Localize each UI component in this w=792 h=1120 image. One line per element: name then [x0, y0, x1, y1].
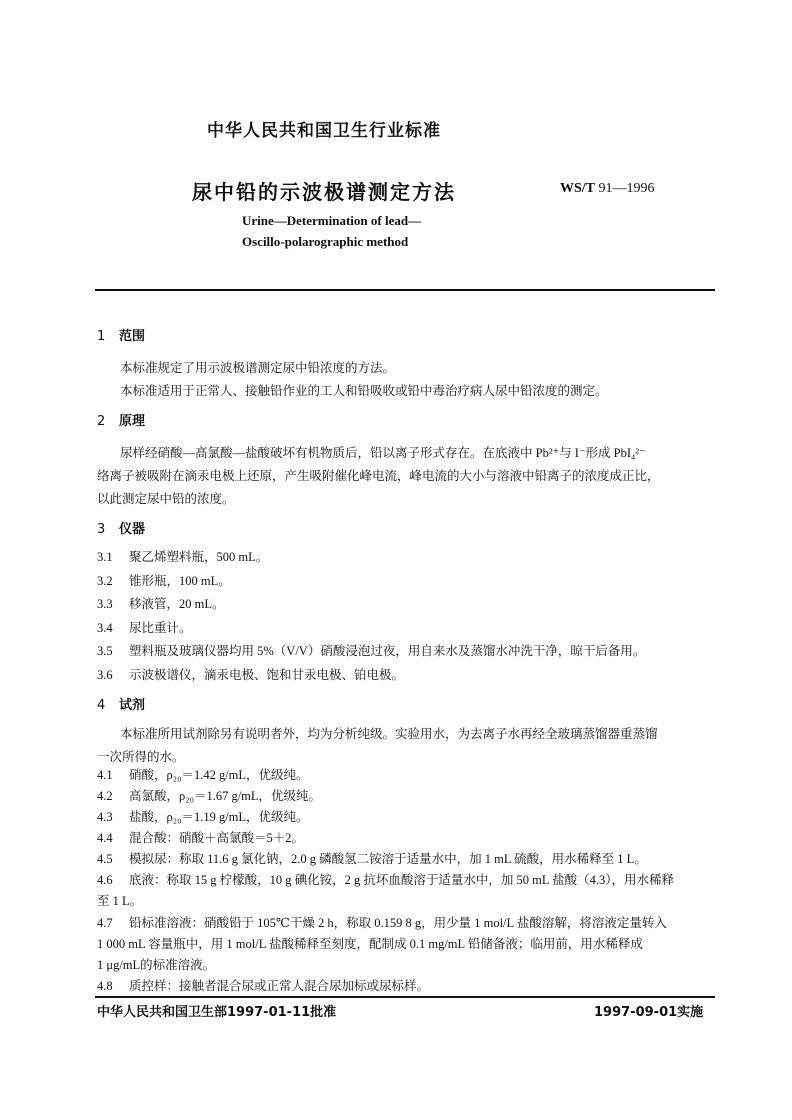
- list-item: [97, 765, 309, 783]
- item-number: 4.1: [97, 768, 113, 782]
- item-number: 4.4: [97, 831, 113, 845]
- item-text: 锥形瓶，100 mL。: [129, 574, 231, 588]
- list-item: [97, 870, 674, 888]
- item-continuation: 至 1 L。: [97, 894, 143, 908]
- item-text: 底液：称取 15 g 柠檬酸，10 g 碘化铵，2 g 抗坏血酸溶于适量水中，加 50 mL 盐酸（4.3），用水稀释: [129, 873, 675, 887]
- section-title: 试剂: [119, 698, 146, 713]
- section-title: 范围: [119, 329, 146, 344]
- list-item: [97, 571, 231, 589]
- approval-statement: 中华人民共和国卫生部1997-01-11批准: [97, 1005, 337, 1020]
- section-1-heading: [97, 325, 145, 344]
- item-number: 3.2: [97, 574, 113, 588]
- item-text: 移液管，20 mL。: [129, 597, 225, 611]
- section-1-paragraph-2: 本标准适用于正常人、接触铅作业的工人和铅吸收或铅中毒治疗病人尿中铅浓度的测定。: [120, 384, 608, 398]
- section-2-line-2: 络离子被吸附在滴汞电极上还原，产生吸附催化峰电流，峰电流的大小与溶液中铅离子的浓度成正比，: [97, 469, 660, 483]
- standard-code-prefix: WS/T: [560, 181, 596, 196]
- section-number: 2: [97, 414, 106, 429]
- item-text: 混合酸：硝酸＋高氯酸＝5＋2。: [129, 831, 305, 845]
- footer-divider: [95, 996, 715, 998]
- item-number: 4.5: [97, 852, 113, 866]
- header-divider: [95, 289, 715, 291]
- item-text: 铅标准溶液：硝酸铅于 105℃干燥 2 h，称取 0.159 8 g，用少量 1 mol/L 盐酸溶解，将溶液定量转入: [129, 916, 667, 930]
- list-item: [97, 786, 321, 804]
- section-4-intro-line-2: 一次所得的水。: [97, 750, 185, 764]
- item-text: 模拟尿：称取 11.6 g 氯化钠，2.0 g 磷酸氢二铵溶于适量水中，加 1 mL 硫酸，用水稀释至 1 L。: [129, 852, 647, 866]
- standard-code: [560, 181, 655, 197]
- item-text: 聚乙烯塑料瓶，500 mL。: [129, 550, 269, 564]
- list-item: [97, 547, 268, 565]
- list-item: [97, 594, 224, 612]
- section-3-heading: [97, 518, 145, 537]
- item-text: 尿比重计。: [129, 621, 192, 635]
- item-text: 质控样：接触者混合尿或正常人混合尿加标或尿标样。: [129, 979, 430, 993]
- item-text: 示波极谱仪，滴汞电极、饱和甘汞电极、铂电极。: [129, 668, 405, 682]
- item-text: 高氯酸，ρ₂₀＝1.67 g/mL，优级纯。: [129, 789, 322, 803]
- section-number: 3: [97, 522, 106, 537]
- section-4-heading: [97, 694, 145, 713]
- item-number: 3.3: [97, 597, 113, 611]
- item-continuation: 1 000 mL 容量瓶中，用 1 mol/L 盐酸稀释至刻度，配制成 0.1 mg/mL 铅储备液；临用前，用水稀释成: [97, 937, 643, 951]
- list-item: [97, 849, 647, 867]
- section-2-line-1: 尿样经硝酸—高氯酸—盐酸破坏有机物质后，铅以离子形式存在。在底液中 Pb²⁺与 I⁻形成 PbI₄²⁻: [120, 446, 646, 460]
- list-item: [97, 641, 645, 659]
- list-item: [97, 913, 667, 931]
- section-2-line-3: 以此测定尿中铅的浓度。: [97, 492, 235, 506]
- list-item: [97, 665, 404, 683]
- item-number: 4.2: [97, 789, 113, 803]
- section-1-paragraph-1: 本标准规定了用示波极谱测定尿中铅浓度的方法。: [120, 361, 396, 375]
- section-title: 原理: [119, 414, 146, 429]
- list-item: [97, 618, 192, 636]
- standard-code-number: 91—1996: [598, 181, 655, 196]
- effective-date: 1997-09-01实施: [594, 1005, 704, 1020]
- issuing-organization: 中华人民共和国卫生行业标准: [207, 121, 441, 141]
- list-item: [97, 807, 309, 825]
- item-text: 塑料瓶及玻璃仪器均用 5%（V/V）硝酸浸泡过夜，用自来水及蒸馏水冲洗干净，晾干后备用。: [129, 644, 646, 658]
- item-text: 盐酸，ρ₂₀＝1.19 g/mL，优级纯。: [129, 810, 309, 824]
- section-4-intro-line-1: 本标准所用试剂除另有说明者外，均为分析纯级。实验用水，为去离子水再经全玻璃蒸馏器重蒸馏: [120, 727, 658, 741]
- item-number: 4.3: [97, 810, 113, 824]
- item-continuation: 1 μg/mL的标准溶液。: [97, 958, 216, 972]
- item-number: 3.5: [97, 644, 113, 658]
- item-number: 3.4: [97, 621, 113, 635]
- item-number: 3.6: [97, 668, 113, 682]
- english-title-line2: Oscillo-polarographic method: [242, 234, 409, 249]
- item-number: 4.8: [97, 979, 113, 993]
- item-text: 硝酸，ρ₂₀＝1.42 g/mL，优级纯。: [129, 768, 309, 782]
- item-number: 3.1: [97, 550, 113, 564]
- english-title-line1: Urine—Determination of lead—: [242, 213, 422, 228]
- item-number: 4.6: [97, 873, 113, 887]
- document-title: 尿中铅的示波极谱测定方法: [192, 180, 456, 204]
- list-item: [97, 976, 429, 994]
- section-2-heading: [97, 410, 145, 429]
- list-item: [97, 828, 304, 846]
- section-number: 1: [97, 329, 106, 344]
- section-number: 4: [97, 698, 106, 713]
- item-number: 4.7: [97, 916, 113, 930]
- section-title: 仪器: [119, 522, 146, 537]
